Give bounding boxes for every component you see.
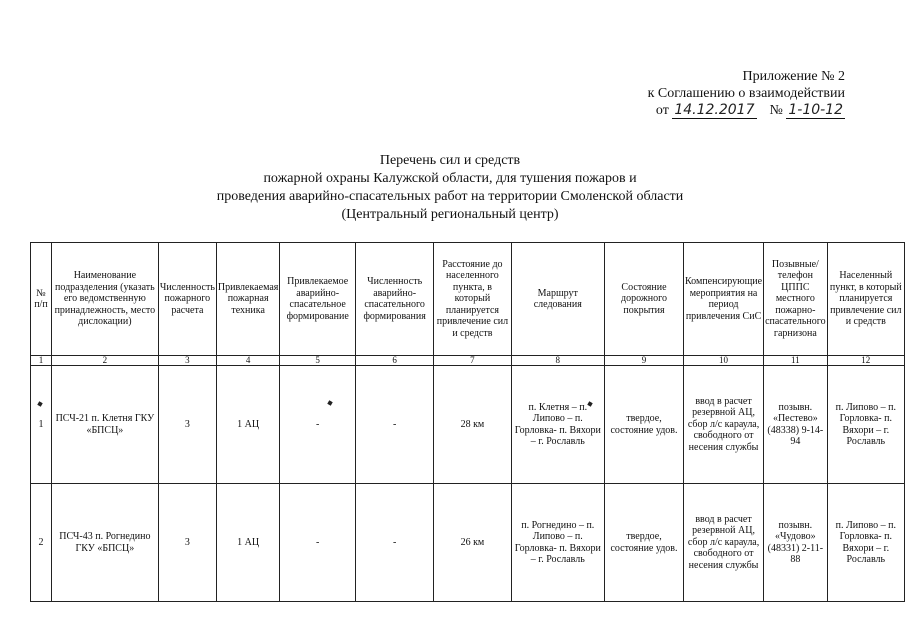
compensating-measures: ввод в расчет резервной АЦ, сбор л/с караула, свободного от несения службы [684, 484, 764, 602]
rescue-unit: - [280, 484, 356, 602]
column-number: 10 [684, 356, 764, 366]
table-row [31, 366, 905, 484]
number-prefix: № [769, 103, 783, 118]
appendix-block [648, 68, 845, 119]
column-number: 9 [604, 356, 683, 366]
handwritten-number: 1-10-12 [788, 102, 843, 118]
column-number: 7 [434, 356, 511, 366]
header-cell: Компенсирующие мероприятия на период привлечения СиС [684, 243, 764, 356]
equipment: 1 АЦ [216, 366, 279, 484]
date-prefix: от [655, 103, 669, 118]
header-cell: Населенный пункт, в который планируется привлечение сил и средств [827, 243, 904, 356]
column-number: 11 [764, 356, 828, 366]
unit-name: ПСЧ-43 п. Рогнедино ГКУ «БПСЦ» [51, 484, 158, 602]
rescue-crew: - [355, 484, 433, 602]
title-line-4: (Центральный региональный центр) [341, 207, 559, 222]
column-number: 3 [158, 356, 216, 366]
appendix-agreement: к Соглашению о взаимодействии [647, 86, 845, 101]
header-cell: Численность пожарного расчета [158, 243, 216, 356]
header-row [31, 243, 905, 356]
rescue-unit: - [280, 366, 356, 484]
equipment: 1 АЦ [216, 484, 279, 602]
column-number: 4 [216, 356, 279, 366]
row-number: 2 [31, 484, 52, 602]
document-title [170, 152, 730, 224]
title-line-1: Перечень сил и средств [379, 153, 521, 168]
callsign: позывн. «Пестево» (48338) 9-14-94 [764, 366, 828, 484]
header-cell: № п/п [31, 243, 52, 356]
road-condition: твердое, состояние удов. [604, 484, 683, 602]
crew-size: 3 [158, 484, 216, 602]
appendix-title: Приложение № 2 [742, 69, 845, 84]
target-settlement: п. Липово – п. Горловка- п. Вяхори – г. Рославль [827, 484, 904, 602]
distance: 28 км [434, 366, 511, 484]
row-number: 1 [31, 366, 52, 484]
header-cell: Маршрут следования [511, 243, 604, 356]
column-number: 1 [31, 356, 52, 366]
compensating-measures: ввод в расчет резервной АЦ, сбор л/с караула, свободного от несения службы [684, 366, 764, 484]
title-line-2: пожарной охраны Калужской области, для тушения пожаров и [263, 171, 637, 186]
appendix-date-line [648, 102, 845, 119]
route: п. Клетня – п. Липово – п. Горловка- п. Вяхори – г. Рославль [511, 366, 604, 484]
distance: 26 км [434, 484, 511, 602]
header-cell: Расстояние до населенного пункта, в который планируется привлечение сил и средств [434, 243, 511, 356]
header-cell: Наименование подразделения (указать его ведомственную принадлежность, место дислокации) [51, 243, 158, 356]
route: п. Рогнедино – п. Липово – п. Горловка- п. Вяхори – г. Рославль [511, 484, 604, 602]
forces-table [30, 242, 905, 602]
target-settlement: п. Липово – п. Горловка- п. Вяхори – г. Рославль [827, 366, 904, 484]
column-number: 6 [355, 356, 433, 366]
header-cell: Привлекаемая пожарная техника [216, 243, 279, 356]
column-number: 12 [827, 356, 904, 366]
column-number-row [31, 356, 905, 366]
header-cell: Численность аварийно-спасательного формирования [355, 243, 433, 356]
column-number: 8 [511, 356, 604, 366]
column-number: 5 [280, 356, 356, 366]
unit-name: ПСЧ-21 п. Клетня ГКУ «БПСЦ» [51, 366, 158, 484]
table-row [31, 484, 905, 602]
road-condition: твердое, состояние удов. [604, 366, 683, 484]
title-line-3: проведения аварийно-спасательных работ на территории Смоленской области [216, 189, 684, 204]
rescue-crew: - [355, 366, 433, 484]
header-cell: Привлекаемое аварийно-спасательное формирование [280, 243, 356, 356]
crew-size: 3 [158, 366, 216, 484]
callsign: позывн. «Чудово» (48331) 2-11-88 [764, 484, 828, 602]
handwritten-date: 14.12.2017 [674, 102, 755, 118]
column-number: 2 [51, 356, 158, 366]
header-cell: Позывные/ телефон ЦППС местного пожарно-спасательного гарнизона [764, 243, 828, 356]
header-cell: Состояние дорожного покрытия [604, 243, 683, 356]
